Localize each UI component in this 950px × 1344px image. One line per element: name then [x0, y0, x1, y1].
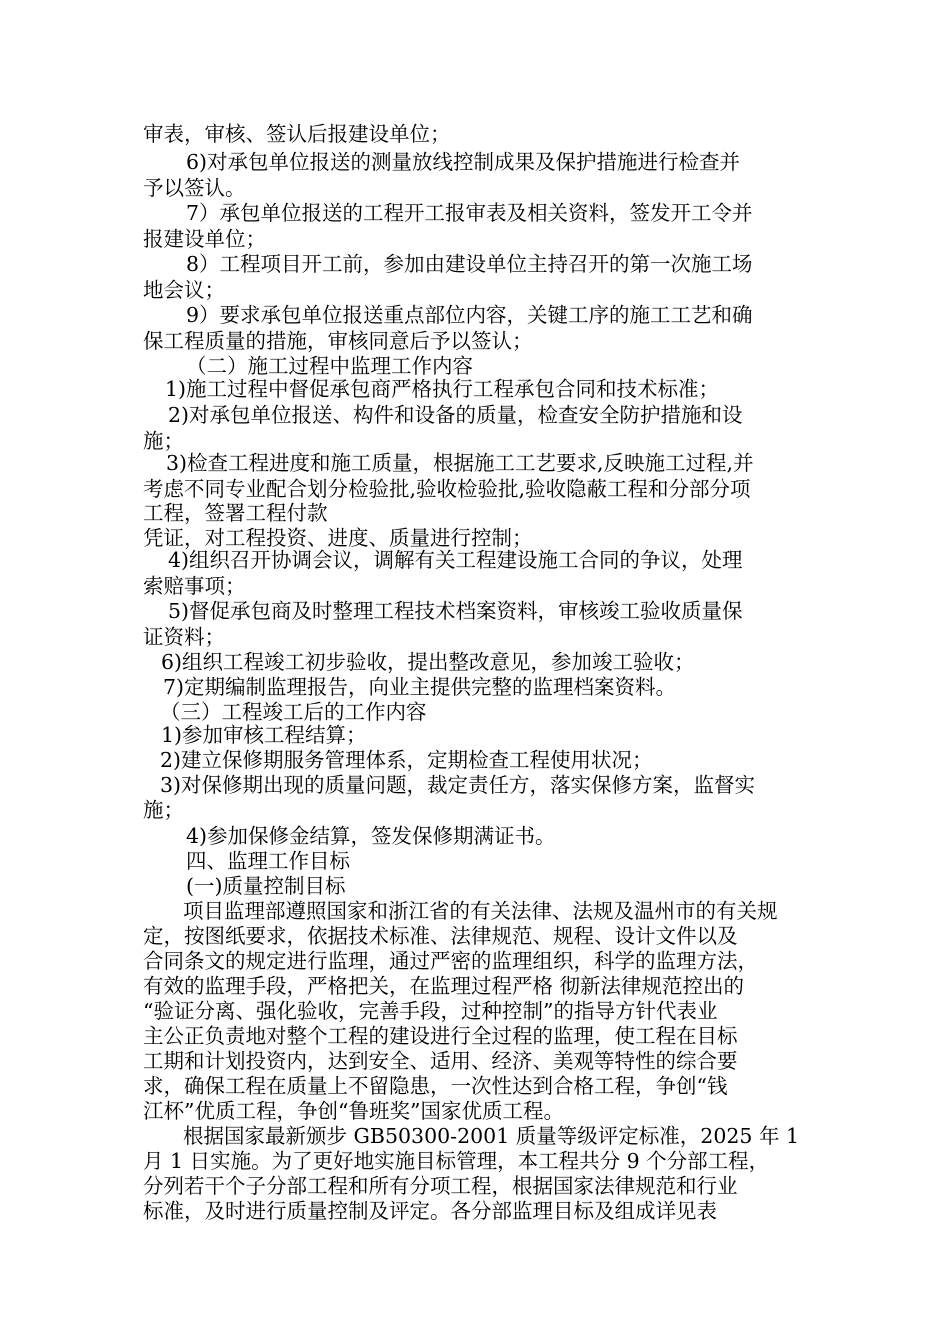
- text-line: 3)对保修期出现的质量问题，裁定责任方，落实保修方案，监督实: [160, 773, 756, 797]
- text-line: 凭证，对工程投资、进度、质量进行控制；: [143, 526, 533, 550]
- text-line: 6)对承包单位报送的测量放线控制成果及保护措施进行检查并: [186, 150, 741, 174]
- text-line: 8）工程项目开工前，参加由建设单位主持召开的第一次施工场: [186, 252, 753, 276]
- section-heading: （二）施工过程中监理工作内容: [186, 354, 473, 378]
- text-line: 工期和计划投资内，达到安全、适用、经济、美观等特性的综合要: [143, 1049, 738, 1073]
- text-line: 施；: [143, 429, 184, 453]
- text-line: 分列若干个子分部工程和所有分项工程，根据国家法律规范和行业: [143, 1174, 738, 1198]
- text-line: 根据国家最新颁步 GB50300-2001 质量等级评定标准，2025 年 1: [183, 1124, 800, 1148]
- text-line: 4)组织召开协调会议，调解有关工程建设施工合同的争议，处理: [168, 548, 743, 572]
- text-line: 合同条文的规定进行监理，通过严密的监理组织，科学的监理方法，: [143, 949, 758, 973]
- text-line: 1)施工过程中督促承包商严格执行工程承包合同和技术标准；: [165, 377, 720, 401]
- text-line: 主公正负责地对整个工程的建设进行全过程的监理，使工程在目标: [143, 1024, 738, 1048]
- text-line: 求，确保工程在质量上不留隐患，一次性达到合格工程，争创“钱: [143, 1074, 728, 1098]
- text-line: 2)对承包单位报送、构件和设备的质量，检查安全防护措施和设: [168, 403, 743, 427]
- text-line: 工程，签署工程付款: [143, 501, 328, 525]
- text-line: 地会议；: [143, 278, 225, 302]
- text-line: 有效的监理手段，严格把关，在监理过程严格 彻新法律规范控出的: [143, 974, 745, 998]
- text-line: 9）要求承包单位报送重点部位内容，关键工序的施工工艺和确: [186, 303, 753, 327]
- text-line: 3)检查工程进度和施工质量，根据施工工艺要求,反映施工过程,并: [166, 451, 754, 475]
- text-line: 4)参加保修金结算，签发保修期满证书。: [186, 824, 556, 848]
- text-line: 项目监理部遵照国家和浙江省的有关法律、法规及温州市的有关规: [183, 899, 778, 923]
- text-line: 考虑不同专业配合划分检验批,验收检验批,验收隐蔽工程和分部分项: [143, 477, 751, 501]
- section-heading: 四、监理工作目标: [186, 849, 350, 873]
- text-line: 施；: [143, 798, 184, 822]
- text-line: 证资料；: [143, 625, 225, 649]
- text-line: 6)组织工程竣工初步验收，提出整改意见，参加竣工验收；: [161, 650, 695, 674]
- text-line: 定，按图纸要求，依据技术标准、法律规范、规程、设计文件以及: [143, 924, 738, 948]
- text-line: 7)定期编制监理报告，向业主提供完整的监理档案资料。: [163, 675, 677, 699]
- text-line: 江杯”优质工程，争创“鲁班奖”国家优质工程。: [143, 1099, 564, 1123]
- text-line: 保工程质量的措施，审核同意后予以签认；: [143, 329, 533, 353]
- text-line: 标准，及时进行质量控制及评定。各分部监理目标及组成详见表: [143, 1199, 717, 1223]
- text-line: 5)督促承包商及时整理工程技术档案资料，审核竣工验收质量保: [168, 599, 743, 623]
- text-line: 2)建立保修期服务管理体系，定期检查工程使用状况；: [160, 748, 653, 772]
- text-line: 1)参加审核工程结算；: [161, 723, 367, 747]
- text-line: 索赔事项；: [143, 574, 246, 598]
- text-line: “验证分离、强化验收，完善手段，过种控制”的指导方针代表业: [143, 999, 718, 1023]
- text-line: 予以签认。: [143, 176, 246, 200]
- section-heading: (一)质量控制目标: [186, 874, 346, 898]
- text-line: 报建设单位；: [143, 227, 266, 251]
- text-line: 7）承包单位报送的工程开工报审表及相关资料，签发开工令并: [186, 201, 753, 225]
- text-line: 月 1 日实施。为了更好地实施目标管理，本工程共分 9 个分部工程，: [143, 1149, 770, 1173]
- text-line: 审表，审核、签认后报建设单位；: [143, 122, 451, 146]
- section-heading: （三）工程竣工后的工作内容: [160, 700, 427, 724]
